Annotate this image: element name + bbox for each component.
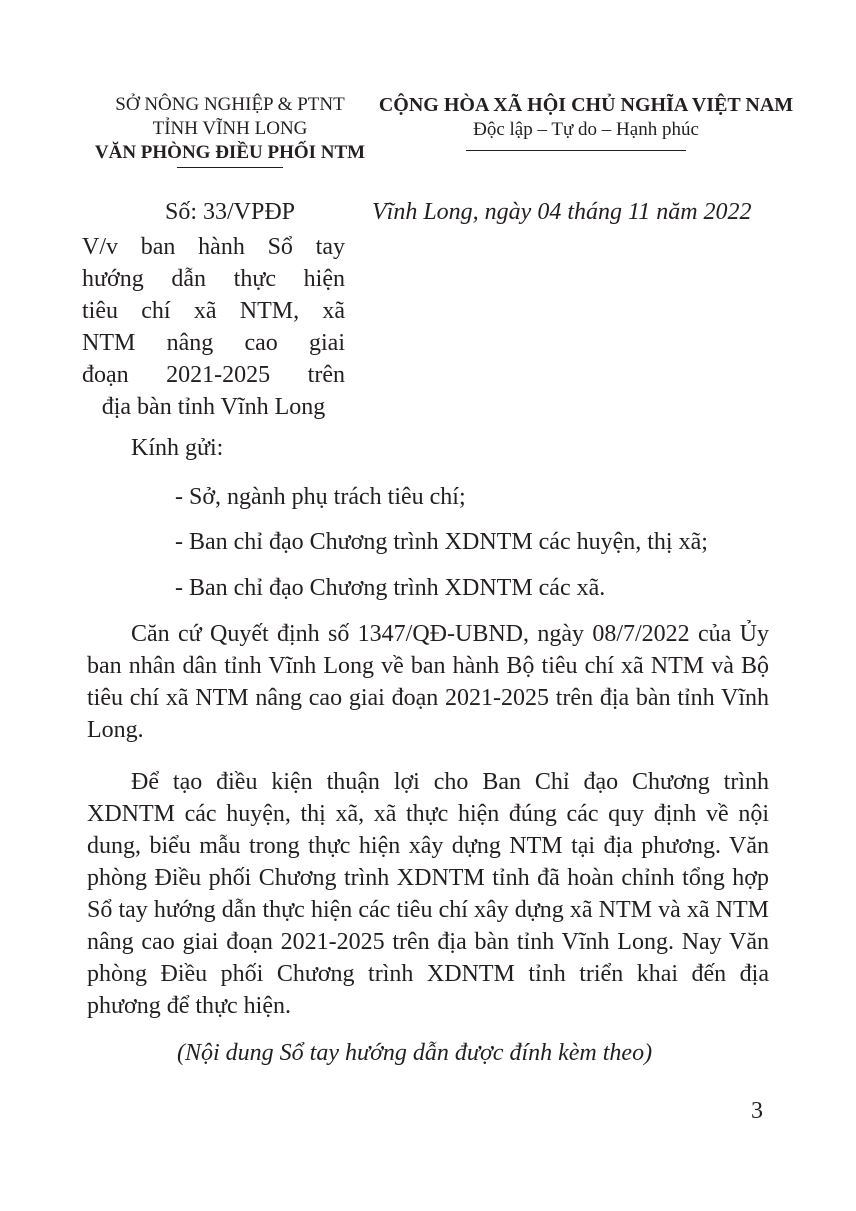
attachment-note: (Nội dung Sổ tay hướng dẫn được đính kèm theo) [177,1040,653,1066]
subject-line: hướng dẫn thực hiện [82,266,345,292]
department-name: SỞ NÔNG NGHIỆP & PTNT [115,94,345,115]
national-motto: Độc lập – Tự do – Hạnh phúc [473,119,699,140]
subject-line: đoạn 2021-2025 trên [82,362,345,388]
subject-line: NTM nâng cao giai [82,330,345,356]
subject-line: V/v ban hành Sổ tay [82,234,345,260]
recipient-item: - Sở, ngành phụ trách tiêu chí; [175,484,466,510]
greeting: Kính gửi: [131,435,224,461]
office-name: VĂN PHÒNG ĐIỀU PHỐI NTM [94,142,366,163]
page-number: 3 [751,1098,763,1124]
document-subject [82,231,345,423]
body-paragraph: Để tạo điều kiện thuận lợi cho Ban Chỉ đạo Chương trình XDNTM các huyện, thị xã, xã thực hiện đúng các quy định về nội dung, biểu mẫu trong thực hiện xây dựng NTM tại địa phương. Văn phòng Điều phối Chương trình XDNTM tỉnh đã hoàn chỉnh tổng hợp Sổ tay hướng dẫn thực hiện các tiêu chí xây dựng xã NTM và xã NTM nâng cao giai đoạn 2021-2025 trên địa bàn tỉnh Vĩnh Long. Nay Văn phòng Điều phối Chương trình XDNTM tỉnh triển khai đến địa phương để thực hiện. [87,769,769,1019]
recipient-item: - Ban chỉ đạo Chương trình XDNTM các huyện, thị xã; [175,529,708,555]
document-number: Số: 33/VPĐP [164,199,296,225]
subject-line: tiêu chí xã NTM, xã [82,298,345,324]
province-name: TỈNH VĨNH LONG [152,118,308,139]
national-title: CỘNG HÒA XÃ HỘI CHỦ NGHĨA VIỆT NAM [378,94,794,116]
motto-underline [466,150,686,151]
body-paragraph: Căn cứ Quyết định số 1347/QĐ-UBND, ngày 08/7/2022 của Ủy ban nhân dân tỉnh Vĩnh Long về ban hành Bộ tiêu chí xã NTM và Bộ tiêu chí xã NTM nâng cao giai đoạn 2021-2025 trên địa bàn tỉnh Vĩnh Long. [87,621,769,743]
document-date: Vĩnh Long, ngày 04 tháng 11 năm 2022 [372,199,752,225]
subject-line: địa bàn tỉnh Vĩnh Long [101,394,326,420]
office-underline [177,167,283,168]
recipient-item: - Ban chỉ đạo Chương trình XDNTM các xã. [175,575,606,601]
